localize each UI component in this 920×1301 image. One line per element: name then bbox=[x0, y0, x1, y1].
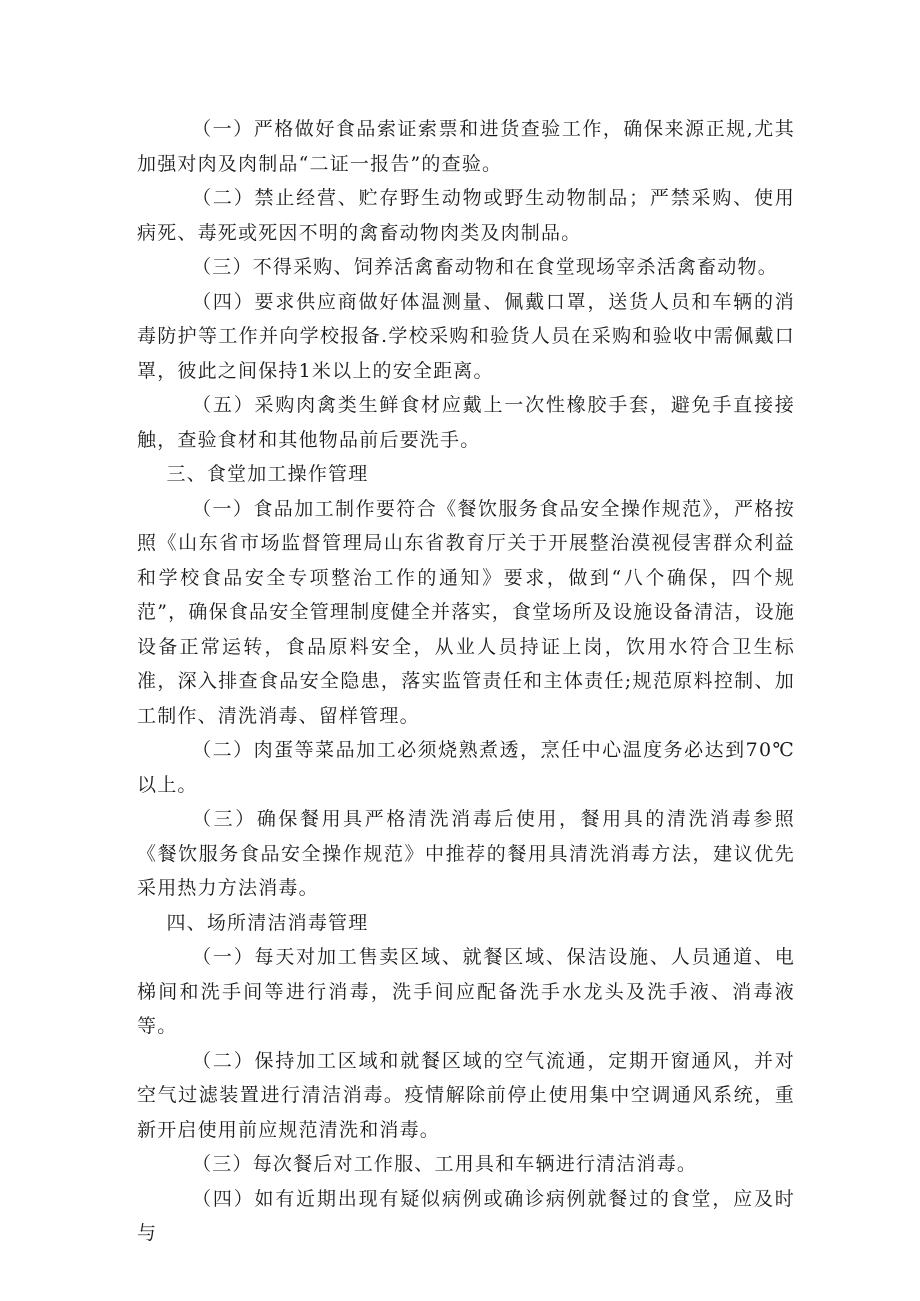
document-body bbox=[137, 112, 795, 1251]
paragraph: （四）如有近期出现有疑似病例或确诊病例就餐过的食堂，应及时与 bbox=[137, 1187, 795, 1244]
paragraph: （三）不得采购、饲养活禽畜动物和在食堂现场宰杀活禽畜动物。 bbox=[192, 256, 778, 278]
paragraph: （一）食品加工制作要符合《餐饮服务食品安全操作规范》，严格按照《山东省市场监督管理局山东省教育厅关于开展整治漠视侵害群众利益和学校食品安全专项整治工作的通知》要求，做到“八个确保，四个规范”，确保食品安全管理制度健全并落实，食堂场所及设施设备清洁，设施设备正常运转，食品原料安全，从业人员持证上岗，饮用水符合卫生标准，深入排查食品安全隐患，落实监管责任和主体责任;规范原料控制、加工制作、清洗消毒、留样管理。 bbox=[137, 497, 795, 727]
paragraph: （五）采购肉禽类生鲜食材应戴上一次性橡胶手套，避免手直接接触，查验食材和其他物品前后要洗手。 bbox=[137, 394, 795, 451]
paragraph: （二）肉蛋等菜品加工必须烧熟煮透，烹任中心温度务必达到70℃以上。 bbox=[137, 739, 795, 796]
paragraph: （二）禁止经营、贮存野生动物或野生动物制品；严禁采购、使用病死、毒死或死因不明的禽畜动物肉类及肉制品。 bbox=[137, 187, 795, 244]
paragraph: （四）要求供应商做好体温测量、佩戴口罩，送货人员和车辆的消毒防护等工作并向学校报备.学校采购和验货人员在采购和验收中需佩戴口罩，彼此之间保持1米以上的安全距离。 bbox=[137, 290, 795, 382]
paragraph: （三）每次餐后对工作服、工用具和车辆进行清洁消毒。 bbox=[192, 1153, 698, 1175]
paragraph: （一）严格做好食品索证索票和进货查验工作，确保来源正规,尤其加强对肉及肉制品“二证一报告”的查验。 bbox=[137, 118, 795, 175]
section-heading: 四、场所清洁消毒管理 bbox=[166, 911, 369, 934]
paragraph: （二）保持加工区域和就餐区域的空气流通，定期开窗通风，并对空气过滤装置进行清洁消毒。疫情解除前停止使用集中空调通风系统，重新开启使用前应规范清洗和消毒。 bbox=[137, 1049, 795, 1141]
section-heading: 三、食堂加工操作管理 bbox=[166, 463, 369, 485]
paragraph: （一）每天对加工售卖区域、就餐区域、保洁设施、人员通道、电梯间和洗手间等进行消毒，洗手间应配备洗手水龙头及洗手液、消毒液等。 bbox=[137, 946, 795, 1037]
paragraph: （三）确保餐用具严格清洗消毒后使用，餐用具的清洗消毒参照《餐饮服务食品安全操作规范》中推荐的餐用具清洗消毒方法，建议优先采用热力方法消毒。 bbox=[137, 808, 795, 899]
